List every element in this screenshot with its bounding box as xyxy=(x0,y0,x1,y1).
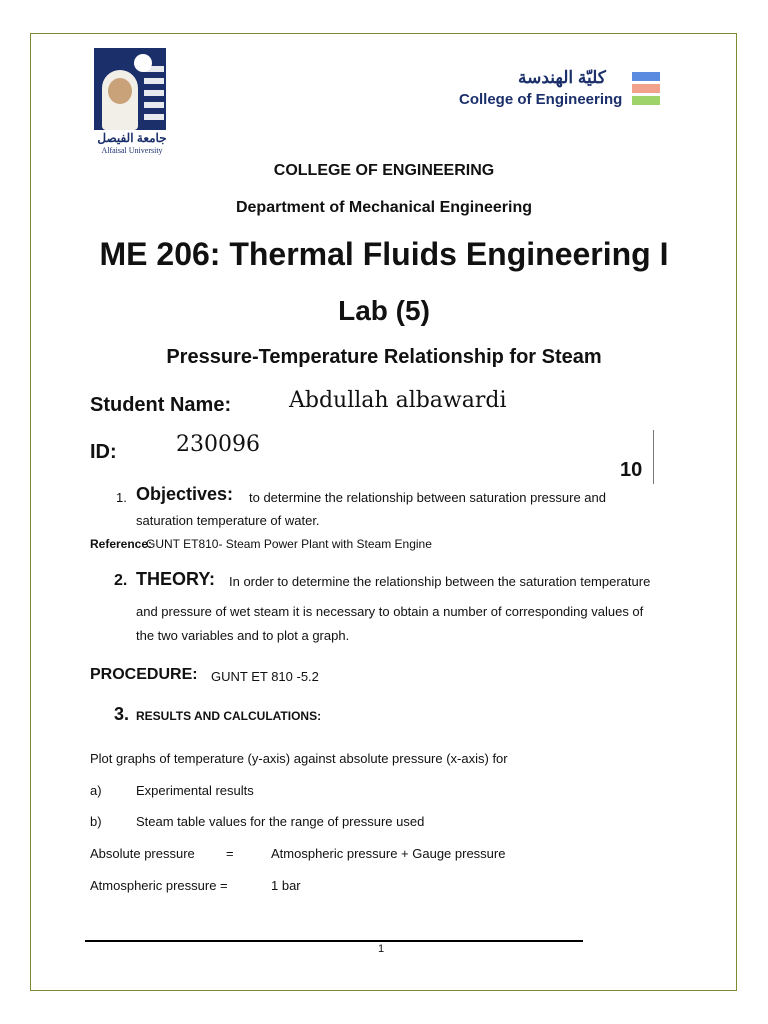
theory-text-line2: and pressure of wet steam it is necessary to obtain a number of corresponding values of xyxy=(136,604,644,619)
reference-value: GUNT ET810- Steam Power Plant with Steam Engine xyxy=(146,537,432,551)
item-a-value: Experimental results xyxy=(136,783,254,798)
absolute-pressure-formula: Atmospheric pressure + Gauge pressure xyxy=(271,846,506,861)
objectives-title: Objectives: xyxy=(136,484,234,504)
plot-instructions: Plot graphs of temperature (y-axis) against absolute pressure (x-axis) for xyxy=(90,751,508,766)
university-name-arabic: جامعة الفيصل xyxy=(97,131,167,145)
college-logo-stripe-blue xyxy=(632,72,660,81)
logo-bars xyxy=(144,66,164,130)
course-title: ME 206: Thermal Fluids Engineering I xyxy=(99,236,669,272)
absolute-pressure-label: Absolute pressure xyxy=(90,846,195,861)
procedure-label: PROCEDURE: xyxy=(90,666,198,683)
college-heading: COLLEGE OF ENGINEERING xyxy=(273,162,495,179)
objectives-text-line2: saturation temperature of water. xyxy=(136,513,320,528)
college-name-english: College of Engineering xyxy=(459,91,623,108)
results-title: RESULTS AND CALCULATIONS: xyxy=(136,709,322,723)
theory-text-line3: the two variables and to plot a graph. xyxy=(136,628,350,643)
college-logo-stripe-green xyxy=(632,96,660,105)
student-id-value: 230096 xyxy=(176,432,260,457)
footer-rule xyxy=(85,940,583,942)
score: 10 xyxy=(620,459,643,481)
atmospheric-pressure-value: 1 bar xyxy=(271,878,301,893)
objectives-number: 1. xyxy=(116,490,127,505)
lab-subtitle: Pressure-Temperature Relationship for Steam xyxy=(166,346,602,368)
score-divider xyxy=(653,430,654,484)
item-a-label: a) xyxy=(90,783,102,798)
college-name-arabic: كليّة الهندسة xyxy=(518,68,606,87)
reference-label: Reference: xyxy=(90,537,153,551)
alfaisal-logo xyxy=(94,48,166,130)
atmospheric-pressure-label: Atmospheric pressure = xyxy=(90,878,228,893)
objectives-text-line1: to determine the relationship between saturation pressure and xyxy=(249,490,606,505)
absolute-pressure-equals: = xyxy=(226,846,234,861)
results-number: 3. xyxy=(114,704,130,724)
logo-portrait-face xyxy=(108,78,132,104)
procedure-value: GUNT ET 810 -5.2 xyxy=(211,669,319,684)
theory-text-line1: In order to determine the relationship between the saturation temperature xyxy=(229,574,651,589)
student-name-value: Abdullah albawardi xyxy=(289,388,507,413)
college-logo-stripe-salmon xyxy=(632,84,660,93)
university-name-english: Alfaisal University xyxy=(101,146,163,155)
department-heading: Department of Mechanical Engineering xyxy=(235,199,533,216)
student-name-label: Student Name: xyxy=(90,394,232,416)
student-id-label: ID: xyxy=(90,441,117,463)
item-b-label: b) xyxy=(90,814,102,829)
item-b-value: Steam table values for the range of pressure used xyxy=(136,814,425,829)
lab-title: Lab (5) xyxy=(338,295,430,326)
theory-title: THEORY: xyxy=(136,569,215,589)
theory-number: 2. xyxy=(114,572,128,589)
page-number: 1 xyxy=(378,943,385,955)
